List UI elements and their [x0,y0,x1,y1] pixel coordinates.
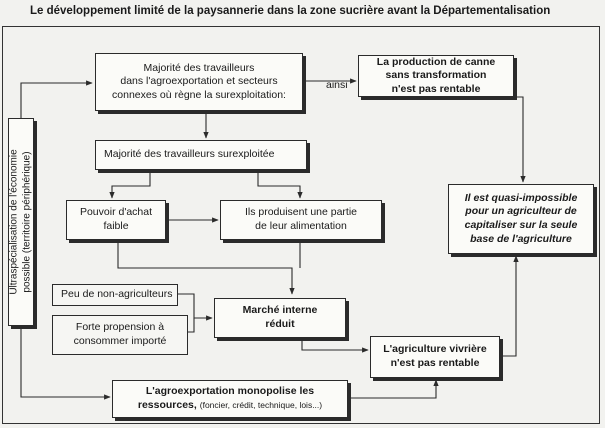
arrow-ultra-to-agro [21,83,92,118]
box-majorite-agroexportation: Majorité des travailleurs dans l'agroexportation et secteurs connexes où règne la surexploitation: [95,53,303,111]
diagram-title: Le développement limité de la paysannerie dans la zone sucrière avant la Départementalisation [30,5,551,17]
box-forte-propension: Forte propension à consommer importé [52,315,188,355]
arrow-surexploitee-to-produisent [258,170,300,198]
box-pouvoir-achat: Pouvoir d'achat faible [66,200,166,240]
box-quasi-impossible: Il est quasi-impossible pour un agriculteur de capitaliser sur la seule base de l'agriculture [448,184,594,254]
arrow-forte-to-marche [188,318,194,332]
arrow-agroexport-to-vivriere [348,380,436,398]
label-ainsi: ainsi [326,79,348,91]
arrow-canne-to-impossible [512,97,523,182]
box-majorite-surexploitee: Majorité des travailleurs surexploitée [95,140,307,170]
box-production-canne: La production de canne sans transformation n'est pas rentable [358,55,514,97]
arrow-surexploitee-to-pouvoir [112,170,150,198]
box-peu-non-agriculteurs: Peu de non-agriculteurs [52,284,178,306]
arrow-vivriere-to-impossible [500,256,516,356]
agroexportation-ressources-line: ressources, (foncier, crédit, technique, lois...) [137,399,323,411]
box-agroexportation-ressources: L'agroexportation monopolise les ressources, (foncier, crédit, technique, lois...) [112,380,348,418]
box-agriculture-vivriere: L'agriculture vivrière n'est pas rentable [370,336,500,378]
box-produisent-alimentation: Ils produisent une partie de leur alimentation [220,200,382,240]
box-ultraspecialisation: Ultraspécialisation de l'économie possible (territoire périphérique) [8,118,34,326]
box-marche-interne: Marché interne réduit [214,298,346,338]
arrow-marche-to-vivriere [302,340,368,350]
